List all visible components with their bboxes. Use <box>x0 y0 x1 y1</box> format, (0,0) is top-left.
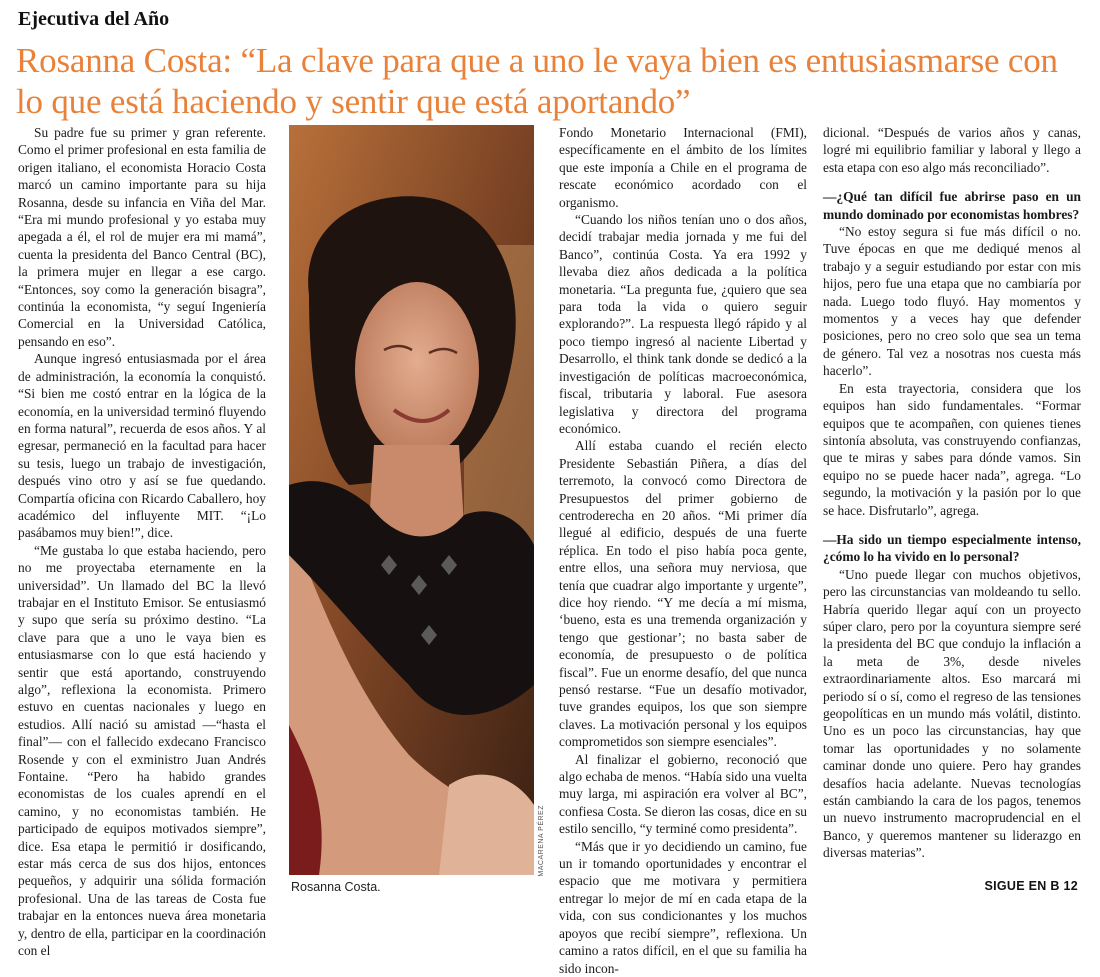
paragraph: En esta trayectoria, considera que los equipos han sido fundamentales. “Formar equipos que te acompañen, con quienes tienes sintonía absoluta, vas construyendo confianzas, que te miras y sabes para dónde vamos. Sin equipo no se puede hacer nada”, agrega. “Lo segundo, la motivación y la pasión por lo que se hace. Disfrutarlo”, agrega. <box>823 380 1081 518</box>
paragraph: “Cuando los niños tenían uno o dos años, decidí trabajar media jornada y me fui del Banco”, continúa Costa. Ya era 1992 y llevaba diez años dedicada a la política monetaria. “La pregunta fue, ¿quiero que sea para toda la vida o quiero seguir explorando?”. La respuesta llegó rápido y al poco tiempo ingresó al naciente Libertad y Desarrollo, el think tank donde se dedicó a la investigación de políticas macroeconómica, fiscal, tributaria y laboral. Fue asesora legislativa y directora del programa económico. <box>559 212 807 436</box>
interview-question: —Ha sido un tiempo especialmente intenso, ¿cómo lo ha vivido en lo personal? <box>823 531 1081 565</box>
photo-credit: MACARENA PÉREZ <box>538 805 545 877</box>
article-column-3 <box>559 124 807 977</box>
paragraph: “Más que ir yo decidiendo un camino, fue un ir tomando oportunidades y encontrar el espacio que me motivara y permitiera entregar lo mejor de mí en cada etapa de la vida, con sus condicionantes y los muchos apoyos que recibí siempre”, reflexiona. Un camino a ratos difícil, en el que su familia ha sido incon- <box>559 838 807 976</box>
paragraph: “No estoy segura si fue más difícil o no. Tuve épocas en que me dediqué menos al trabajo y a seguir estudiando por estar con mis hijos, pero fue una etapa que no cambiaría por nada. Luego todo fluyó. Hay momentos y momentos y a veces hay que defender posiciones, pero no creo solo que sea un tema de género. Tal vez a nosotras nos cuesta más hacerlo”. <box>823 224 1081 379</box>
article-column-4 <box>823 124 1081 862</box>
continued-on-page[interactable]: SIGUE EN B 12 <box>984 879 1078 893</box>
section-label: Ejecutiva del Año <box>18 8 170 30</box>
paragraph: Allí estaba cuando el recién electo Presidente Sebastián Piñera, a días del terremoto, la convocó como Directora de Presupuestos del primer gobierno de centroderecha en 20 años. “Mi primer día llegué al edificio, después de una fuerte réplica. En todo el piso había poca gente, entre ellos, una señora muy nerviosa, que tenía que cuadrar algo importante y urgente”, dice hoy riendo. “Y me decía a mí misma, ‘bueno, esta es una tremenda organización y tengo que gestionar’; no basta saber de economía, de presupuesto o de política fiscal”. Fue un enorme desafío, del que nunca pensó restarse. “Fue un desafío motivador, tuve grandes equipos, los que son siempre claves. La motivación personal y los equipos comprometidos son siempre esenciales”. <box>559 438 807 750</box>
headline: Rosanna Costa: “La clave para que a uno le vaya bien es entusiasmarse con lo que está haciendo y sentir que está aportando” <box>16 41 1058 121</box>
paragraph: “Uno puede llegar con muchos objetivos, pero las circunstancias van moldeando tu sello. Habría querido llegar aquí con un proyecto súper claro, pero por la coyuntura siempre seré la presidenta del BC que condujo la inflación a la meta de 3%, desde niveles extraordinariamente altos. Eso marcará mi periodo sí o sí, como el regreso de las tensiones geopolíticas en un mundo más volátil, distinto. Uno es un poco las circunstancias, hay que tomar las oportunidades y no solamente caminar donde uno quiere. Pero hay grandes desafíos hacia adelante. Nuevas tecnologías están cambiando la cara de los pagos, tenemos un nuevo instrumento macroprudencial en el Banco, y queremos mantener su liderazgo en diversas materias”. <box>823 566 1081 861</box>
interview-question: —¿Qué tan difícil fue abrirse paso en un mundo dominado por economistas hombres? <box>823 189 1081 222</box>
photo-caption: Rosanna Costa. <box>291 880 381 894</box>
article-column-1 <box>18 124 266 960</box>
paragraph: Aunque ingresó entusiasmada por el área de administración, la economía la conquistó. “Si bien me costó entrar en la lógica de la economía, en la universidad terminó fluyendo en forma natural”, recuerda de esos años. Y al egresar, permaneció en la facultad para hacer su tesis, luego un trabajo de investigación, después vino otro y así se fue quedando. Compartía oficina con Ricardo Caballero, hoy académico del influyente MIT. “¡Lo pasábamos muy bien!”, dice. <box>18 351 266 541</box>
paragraph: Su padre fue su primer y gran referente. Como el primer profesional en esta familia de origen italiano, el economista Horacio Costa marcó un camino importante para su hija Rosanna, desde su infancia en Viña del Mar. “Era mi mundo profesional y yo estaba muy apegada a él, el rol de mujer era mi mamá”, cuenta la presidenta del Banco Central (BC), la primera mujer en llegar a ese cargo. “Entonces, soy como la generación bisagra”, continúa la economista, “y seguí Ingeniería Comercial en la Universidad Católica, pensando en eso”. <box>18 125 266 349</box>
paragraph: “Me gustaba lo que estaba haciendo, pero no me proyectaba eternamente en la universidad”. Un llamado del BC la llevó trabajar en el Instituto Emisor. Se entusiasmó y supo que sería su próximo destino. “La clave para que a uno le vaya bien es entusiasmarse con lo que está haciendo y sentir que está aportando, construyendo algo”, reflexiona la economista. Primero estuvo en cuentas nacionales y luego en estudios. Allí nació su amistad —“hasta el final”— con el fallecido exdecano Francisco Rosende y con el exministro Juan Andrés Fontaine. “Pero ha habido grandes economistas de los cuales aprendí en el camino, y no economistas también. He participado de equipos motivados siempre”, dice. Esa etapa le permitió ir dosificando, estar más cerca de sus dos hijos, entonces pequeños, y adquirir una sólida formación profesional. Una de las tareas de Costa fue trabajar en la entonces nueva área monetaria y, dentro de ella, participar en la coordinación con el <box>18 542 266 959</box>
paragraph: Al finalizar el gobierno, reconoció que algo echaba de menos. “Había sido una vuelta muy larga, mi aspiración era volver al BC”, confiesa Costa. Se dieron las cosas, dice en su estilo sencillo, “y terminé como presidenta”. <box>559 751 807 837</box>
paragraph: Fondo Monetario Internacional (FMI), específicamente en el ámbito de los límites que este imponía a Chile en el programa de rescate económico acordado con el organismo. <box>559 125 807 210</box>
portrait-photo <box>289 125 534 875</box>
paragraph: dicional. “Después de varios años y canas, logré mi equilibrio familiar y laboral y llego a esta etapa con eso algo más reconciliado”. <box>823 125 1081 175</box>
